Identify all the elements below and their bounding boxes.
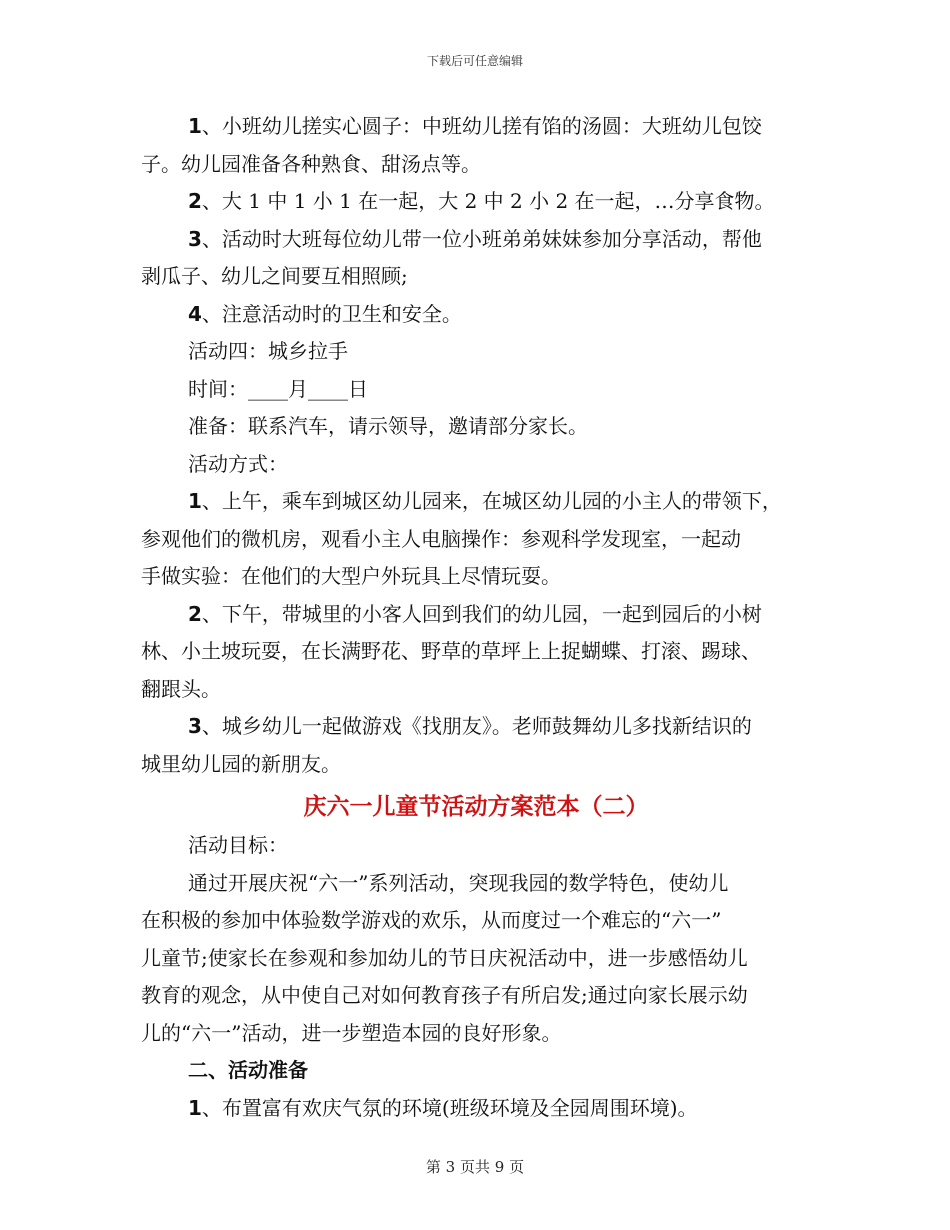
paragraph-line: 剥瓜子、幼儿之间要互相照顾;	[141, 264, 408, 288]
paragraph-line: 、小班幼儿搓实心圆子：中班幼儿搓有馅的汤圆：大班幼儿包饺	[201, 114, 762, 138]
item-number: 2	[188, 189, 202, 213]
item-number: 1	[188, 1095, 202, 1120]
paragraph-line: 、大 1 中 1 小 1 在一起，大 2 中 2 小 2 在一起，…分享食物。	[201, 189, 775, 213]
paragraph-line: 、下午，带城里的小客人回到我们的幼儿园，一起到园后的小树	[201, 601, 762, 626]
paragraph-line: 在积极的参加中体验数学游戏的欢乐，从而度过一个难忘的“六一”	[141, 908, 722, 932]
paragraph-2	[141, 183, 811, 221]
paragraph-line: 、活动时大班每位幼儿带一位小班弟弟妹妹参加分享活动，帮他	[201, 226, 762, 251]
activity-preparation: 准备：联系汽车，请示领导，邀请部分家长。	[188, 414, 588, 438]
paragraph-method-2	[141, 596, 811, 709]
paragraph-line: 翻跟头。	[141, 676, 221, 701]
preparation-item-1	[141, 1090, 811, 1128]
paragraph-line: 、上午，乘车到城区幼儿园来，在城区幼儿园的小主人的带领下，	[201, 489, 782, 513]
paragraph-4	[141, 296, 811, 334]
paragraph-line: 、城乡幼儿一起做游戏《找朋友》。老师鼓舞幼儿多找新结识的	[201, 714, 752, 738]
paragraph-line: 、布置富有欢庆气氛的环境(班级环境及全园周围环境)。	[201, 1095, 698, 1120]
item-number: 1	[188, 114, 202, 138]
item-number: 3	[188, 714, 202, 738]
preparation-heading: 二、活动准备	[188, 1058, 308, 1082]
page-header-note: 下载后可任意编辑	[426, 54, 523, 68]
paragraph-line: 参观他们的微机房，观看小主人电脑操作：参观科学发现室，一起动	[141, 526, 741, 551]
section-title: 庆六一儿童节活动方案范本（二）	[303, 793, 649, 820]
item-number: 2	[188, 601, 202, 626]
item-number: 1	[188, 489, 202, 513]
paragraph-line: 手做实验：在他们的大型户外玩具上尽情玩耍。	[141, 564, 561, 588]
activity-four-title: 活动四：城乡拉手	[188, 339, 348, 363]
activity-method-label: 活动方式：	[188, 451, 288, 476]
paragraph-line: 儿童节;使家长在参观和参加幼儿的节日庆祝活动中，进一步感悟幼儿	[141, 945, 748, 970]
paragraph-line: 林、小土坡玩耍，在长满野花、野草的草坪上上捉蝴蝶、打滚、踢球、	[141, 639, 761, 663]
activity-time: 时间：____月____日	[188, 376, 368, 401]
paragraph-line: 子。幼儿园准备各种熟食、甜汤点等。	[141, 151, 481, 176]
paragraph-line: 儿的“六一”活动，进一步塑造本园的良好形象。	[141, 1020, 562, 1045]
document-body	[141, 108, 811, 1127]
paragraph-3	[141, 221, 811, 296]
page-number: 第 3 页共 9 页	[425, 1158, 525, 1176]
paragraph-method-3	[141, 708, 811, 783]
goal-label: 活动目标：	[188, 833, 288, 857]
paragraph-1	[141, 108, 811, 183]
paragraph-line: 城里幼儿园的新朋友。	[141, 751, 341, 776]
paragraph-line: 教育的观念，从中使自己对如何教育孩子有所启发;通过向家长展示幼	[141, 983, 748, 1007]
item-number: 3	[188, 226, 202, 251]
paragraph-line: 、注意活动时的卫生和安全。	[201, 301, 462, 326]
item-number: 4	[188, 301, 202, 326]
goal-paragraph	[141, 865, 811, 1053]
paragraph-line: 通过开展庆祝“六一”系列活动，突现我园的数学特色，使幼儿	[188, 870, 729, 895]
paragraph-method-1	[141, 483, 811, 596]
